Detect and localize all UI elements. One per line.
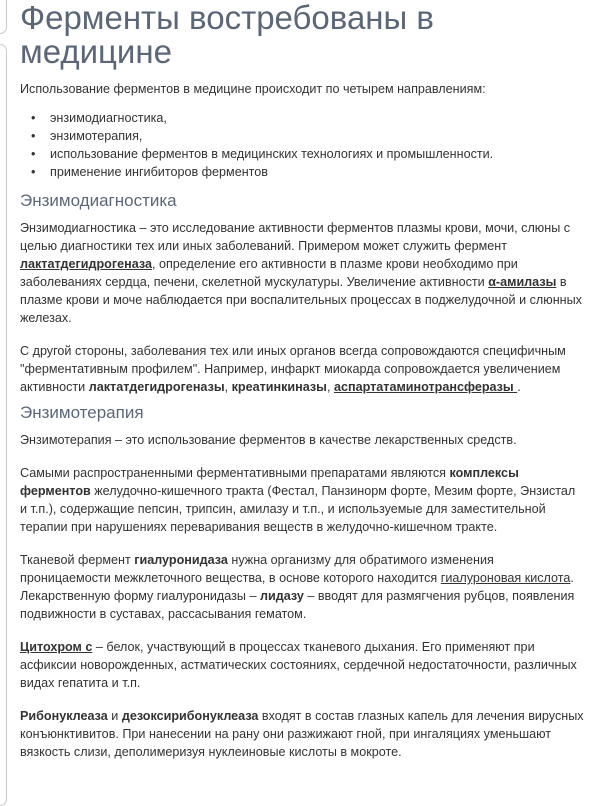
bold-term: дезоксирибонуклеаза xyxy=(121,709,259,723)
article xyxy=(20,0,584,761)
bold-term: креатинкиназы xyxy=(231,380,327,394)
list-item: • применение ингибиторов ферментов xyxy=(20,163,584,181)
text: , определение его активности в плазме крови необходимо при заболеваниях сердца, печени, скелетной мускулатуры. Увеличение активности xyxy=(20,257,518,289)
paragraph xyxy=(20,551,584,623)
link-cytochrome-c[interactable]: Цитохром с xyxy=(20,640,93,654)
text: – вводят для размягчения рубцов, появления подвижности в суставах, рассасывания гематом. xyxy=(20,589,575,621)
paragraph xyxy=(20,638,584,692)
list-item: • энзимодиагностика, xyxy=(20,109,584,127)
page-edge-main xyxy=(0,44,7,806)
bold-term: Рибонуклеаза xyxy=(20,709,108,723)
intro-paragraph: Использование ферментов в медицине происходит по четырем направлениям: xyxy=(20,82,486,96)
bold-term: гиалуронидаза xyxy=(134,553,228,567)
text: в плазме крови и моче наблюдается при воспалительных процессах в поджелудочной и слюнных железах. xyxy=(20,275,582,325)
link-ldh[interactable]: лактатдегидрогеназа xyxy=(20,257,152,271)
text: Тканевой фермент xyxy=(20,553,135,567)
link-alpha-amylase[interactable]: α-амилазы xyxy=(488,275,557,289)
text: , xyxy=(326,380,334,394)
page-edge-top xyxy=(0,0,7,34)
text: . xyxy=(517,380,521,394)
paragraph xyxy=(20,342,584,396)
directions-list xyxy=(20,109,584,181)
bold-term: лактатдегидрогеназы xyxy=(88,380,225,394)
list-item: • использование ферментов в медицинских технологиях и промышленности. xyxy=(20,145,584,163)
text: желудочно-кишечного тракта (Фестал, Панзинорм форте, Мезим форте, Энзистал и т.п.), содержащие пепсин, трипсин, амилазу и т.п., и используемые для заместительной терапии при нарушениях переваривания веществ в желудочно-кишечном тракте. xyxy=(20,484,576,534)
text: и xyxy=(107,709,122,723)
section-heading-enzymotherapy: Энзимотерапия xyxy=(20,403,144,422)
text: входят в состав глазных капель для лечения вирусных конъюнктивитов. При нанесении на рану они разжижают гной, при ингаляциях уменьшают вязкость слизи, деполимеризуя нуклеиновые кислоты в мокроте. xyxy=(20,709,584,759)
page-title: Ферменты востребованы в медицине xyxy=(20,0,434,70)
link-hyaluronic-acid[interactable]: гиалуроновая кислота xyxy=(440,571,571,585)
text: , xyxy=(224,380,232,394)
list-item: • энзимотерапия, xyxy=(20,127,584,145)
text: – белок, участвующий в процессах тканевого дыхания. Его применяют при асфиксии новорожденных, астматических состояниях, сердечной недостаточности, различных видах гепатита и т.п. xyxy=(20,640,577,690)
text: . Лекарственную форму гиалуронидазы – xyxy=(20,571,574,603)
bold-term: лидазу xyxy=(259,589,304,603)
text: Самыми распространенными ферментативными препаратами являются xyxy=(20,466,450,480)
paragraph xyxy=(20,707,584,761)
paragraph xyxy=(20,219,584,327)
bold-term: комплексы ферментов xyxy=(20,466,519,498)
section-heading-enzymodiagnostics: Энзимодиагностика xyxy=(20,191,177,210)
paragraph xyxy=(20,464,584,536)
link-ast[interactable]: аспартатаминотрансферазы xyxy=(333,380,518,394)
paragraph: Энзимотерапия – это использование ферментов в качестве лекарственных средств. xyxy=(20,433,517,447)
text: Энзимодиагностика – это исследование активности ферментов плазмы крови, мочи, слюны с целью диагностики тех или иных заболеваний. Примером может служить фермент xyxy=(20,221,571,253)
text: С другой стороны, заболевания тех или иных органов всегда сопровождаются специфичным "ферментативным профилем". Например, инфаркт миокарда сопровождается увеличением активности xyxy=(20,344,566,394)
text: нужна организму для обратимого изменения проницаемости межклеточного вещества, в основе которого находится xyxy=(20,553,494,585)
